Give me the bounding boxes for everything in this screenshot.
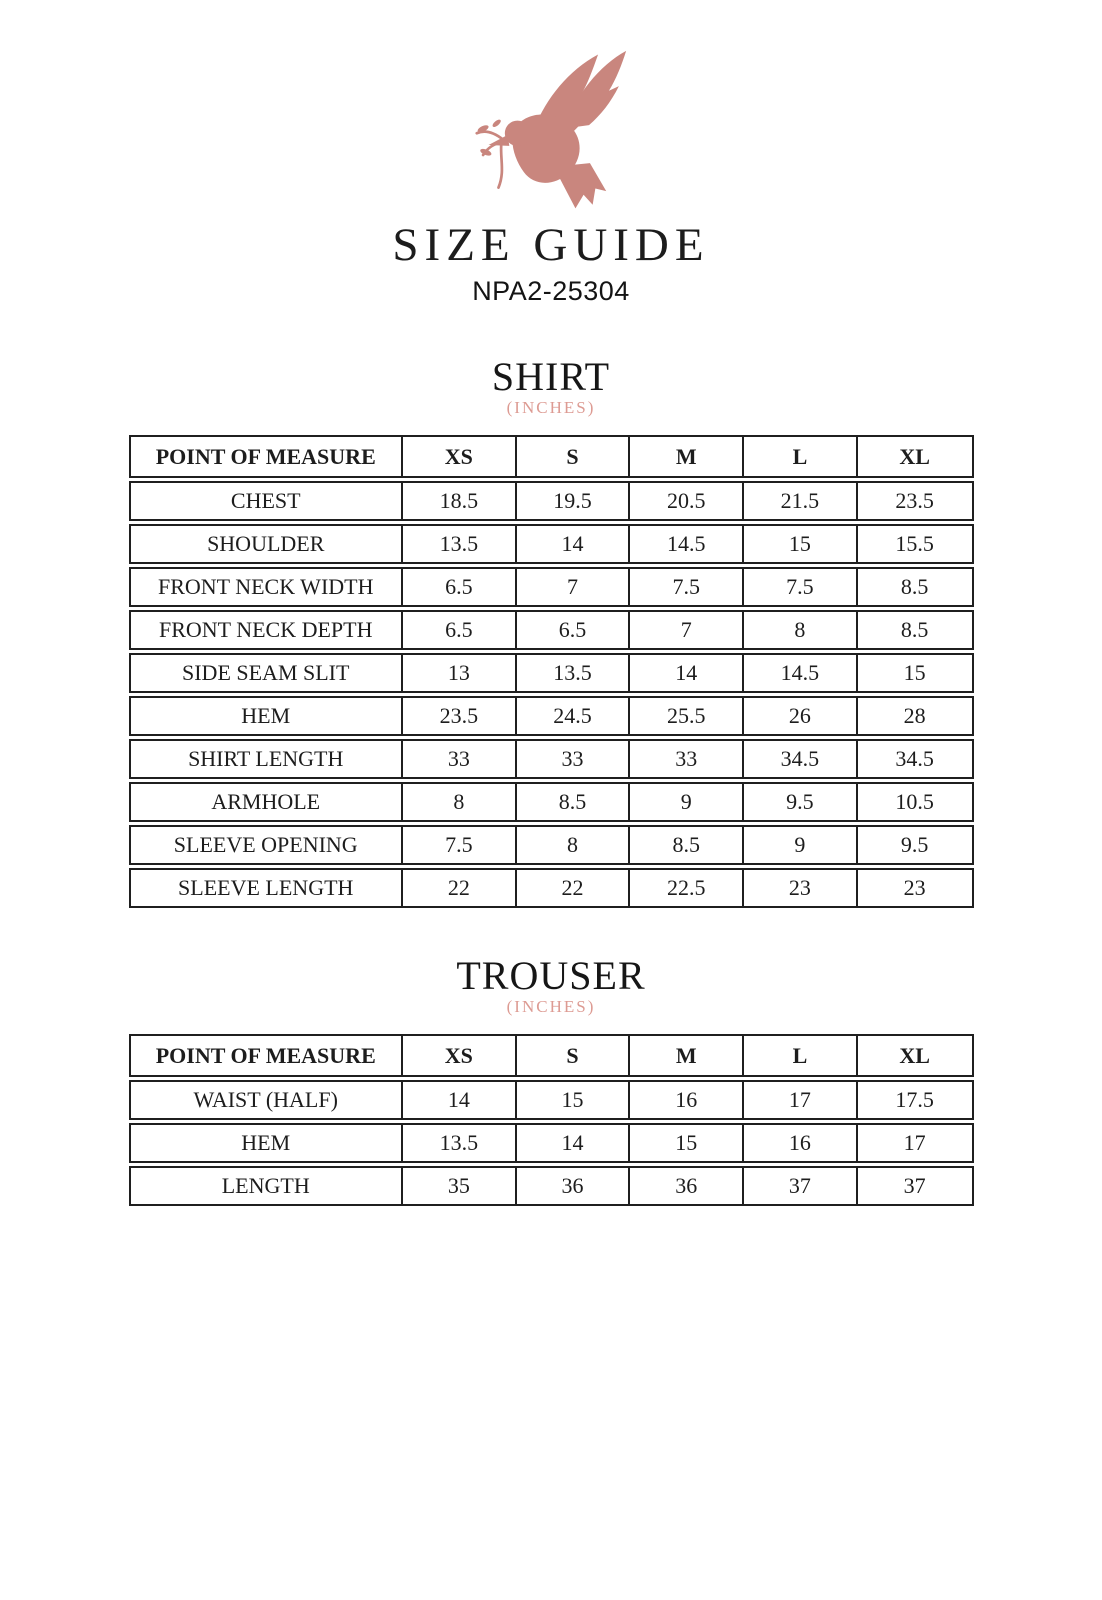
value-cell: 13.5 (403, 1125, 517, 1161)
value-cell: 23.5 (403, 698, 517, 734)
measure-label-cell: SLEEVE OPENING (131, 827, 403, 863)
value-cell: 21.5 (744, 483, 858, 519)
value-cell: 19.5 (517, 483, 631, 519)
value-cell: 7.5 (630, 569, 744, 605)
value-cell: 13.5 (403, 526, 517, 562)
value-cell: 17 (744, 1082, 858, 1118)
value-cell: 23 (903, 875, 926, 901)
size-header-cell: M (630, 437, 744, 476)
value-cell: 8.5 (630, 827, 744, 863)
value-cell: 22 (403, 870, 517, 906)
measure-label-cell: HEM (131, 1125, 403, 1161)
value-cell: 9.5 (744, 784, 858, 820)
dove-with-olive-branch-icon (455, 40, 647, 212)
value-cell: 8.5 (900, 574, 929, 600)
section-trouser (0, 952, 1102, 1206)
value-cell: 23.5 (895, 488, 934, 514)
value-cell: 7 (630, 612, 744, 648)
value-cell: 22.5 (630, 870, 744, 906)
table-row (129, 481, 974, 521)
brand-logo (0, 40, 1102, 212)
value-cell: 26 (744, 698, 858, 734)
value-cell: 8.5 (900, 617, 929, 643)
measure-label-cell: SHIRT LENGTH (131, 741, 403, 777)
measure-label-cell: SHOULDER (131, 526, 403, 562)
value-cell: 25.5 (630, 698, 744, 734)
value-cell: 15 (517, 1082, 631, 1118)
size-header-cell: XL (899, 443, 930, 469)
table-row (129, 653, 974, 693)
value-cell: 15.5 (895, 531, 934, 557)
value-cell: 23 (744, 870, 858, 906)
table-row (129, 825, 974, 865)
value-cell: 6.5 (403, 569, 517, 605)
value-cell: 6.5 (517, 612, 631, 648)
value-cell: 9.5 (900, 832, 929, 858)
value-cell: 33 (630, 741, 744, 777)
size-header-cell: XS (403, 1036, 517, 1075)
size-header-cell: XS (403, 437, 517, 476)
value-cell: 14 (517, 1125, 631, 1161)
value-cell: 17 (903, 1130, 926, 1156)
measure-label-cell: SIDE SEAM SLIT (131, 655, 403, 691)
value-cell: 20.5 (630, 483, 744, 519)
shirt-section-title: SHIRT (491, 354, 611, 399)
value-cell: 36 (517, 1168, 631, 1204)
value-cell: 14 (403, 1082, 517, 1118)
shirt-unit-label: (INCHES) (506, 398, 596, 417)
value-cell: 22 (517, 870, 631, 906)
value-cell: 15 (903, 660, 926, 686)
document-header (0, 0, 1102, 307)
size-header-cell: S (517, 437, 631, 476)
table-header-row (129, 435, 974, 478)
value-cell: 8 (517, 827, 631, 863)
shirt-size-table (129, 435, 974, 908)
table-row (129, 610, 974, 650)
table-row (129, 1123, 974, 1163)
table-row (129, 1080, 974, 1120)
value-cell: 15 (744, 526, 858, 562)
value-cell: 8 (403, 784, 517, 820)
trouser-section-title: TROUSER (456, 953, 646, 998)
value-cell: 14.5 (744, 655, 858, 691)
measure-header-cell: POINT OF MEASURE (131, 437, 403, 476)
measure-header-cell: POINT OF MEASURE (131, 1036, 403, 1075)
value-cell: 33 (403, 741, 517, 777)
table-row (129, 868, 974, 908)
table-row (129, 696, 974, 736)
size-header-cell: L (744, 1036, 858, 1075)
size-header-cell: XL (899, 1042, 930, 1068)
table-row (129, 782, 974, 822)
value-cell: 33 (517, 741, 631, 777)
table-row (129, 739, 974, 779)
value-cell: 7 (517, 569, 631, 605)
value-cell: 14 (630, 655, 744, 691)
table-row (129, 567, 974, 607)
value-cell: 18.5 (403, 483, 517, 519)
table-row (129, 1166, 974, 1206)
measure-label-cell: SLEEVE LENGTH (131, 870, 403, 906)
value-cell: 37 (744, 1168, 858, 1204)
value-cell: 13 (403, 655, 517, 691)
trouser-unit-label: (INCHES) (506, 997, 596, 1016)
value-cell: 8 (744, 612, 858, 648)
table-header-row (129, 1034, 974, 1077)
value-cell: 7.5 (744, 569, 858, 605)
value-cell: 6.5 (403, 612, 517, 648)
value-cell: 13.5 (517, 655, 631, 691)
value-cell: 15 (630, 1125, 744, 1161)
value-cell: 28 (903, 703, 926, 729)
value-cell: 36 (630, 1168, 744, 1204)
size-header-cell: L (744, 437, 858, 476)
measure-label-cell: LENGTH (131, 1168, 403, 1204)
measure-label-cell: ARMHOLE (131, 784, 403, 820)
value-cell: 8.5 (517, 784, 631, 820)
trouser-size-table (129, 1034, 974, 1206)
value-cell: 9 (630, 784, 744, 820)
measure-label-cell: HEM (131, 698, 403, 734)
value-cell: 14.5 (630, 526, 744, 562)
value-cell: 10.5 (895, 789, 934, 815)
size-header-cell: M (630, 1036, 744, 1075)
value-cell: 16 (630, 1082, 744, 1118)
value-cell: 7.5 (403, 827, 517, 863)
value-cell: 14 (517, 526, 631, 562)
measure-label-cell: FRONT NECK WIDTH (131, 569, 403, 605)
value-cell: 17.5 (895, 1087, 934, 1113)
value-cell: 9 (744, 827, 858, 863)
page-title: SIZE GUIDE (392, 219, 710, 271)
table-row (129, 524, 974, 564)
value-cell: 24.5 (517, 698, 631, 734)
measure-label-cell: CHEST (131, 483, 403, 519)
value-cell: 34.5 (744, 741, 858, 777)
article-code: NPA2-25304 (472, 276, 630, 306)
value-cell: 37 (903, 1173, 926, 1199)
size-header-cell: S (517, 1036, 631, 1075)
section-shirt (0, 353, 1102, 908)
measure-label-cell: WAIST (HALF) (131, 1082, 403, 1118)
value-cell: 34.5 (895, 746, 934, 772)
value-cell: 16 (744, 1125, 858, 1161)
measure-label-cell: FRONT NECK DEPTH (131, 612, 403, 648)
value-cell: 35 (403, 1168, 517, 1204)
